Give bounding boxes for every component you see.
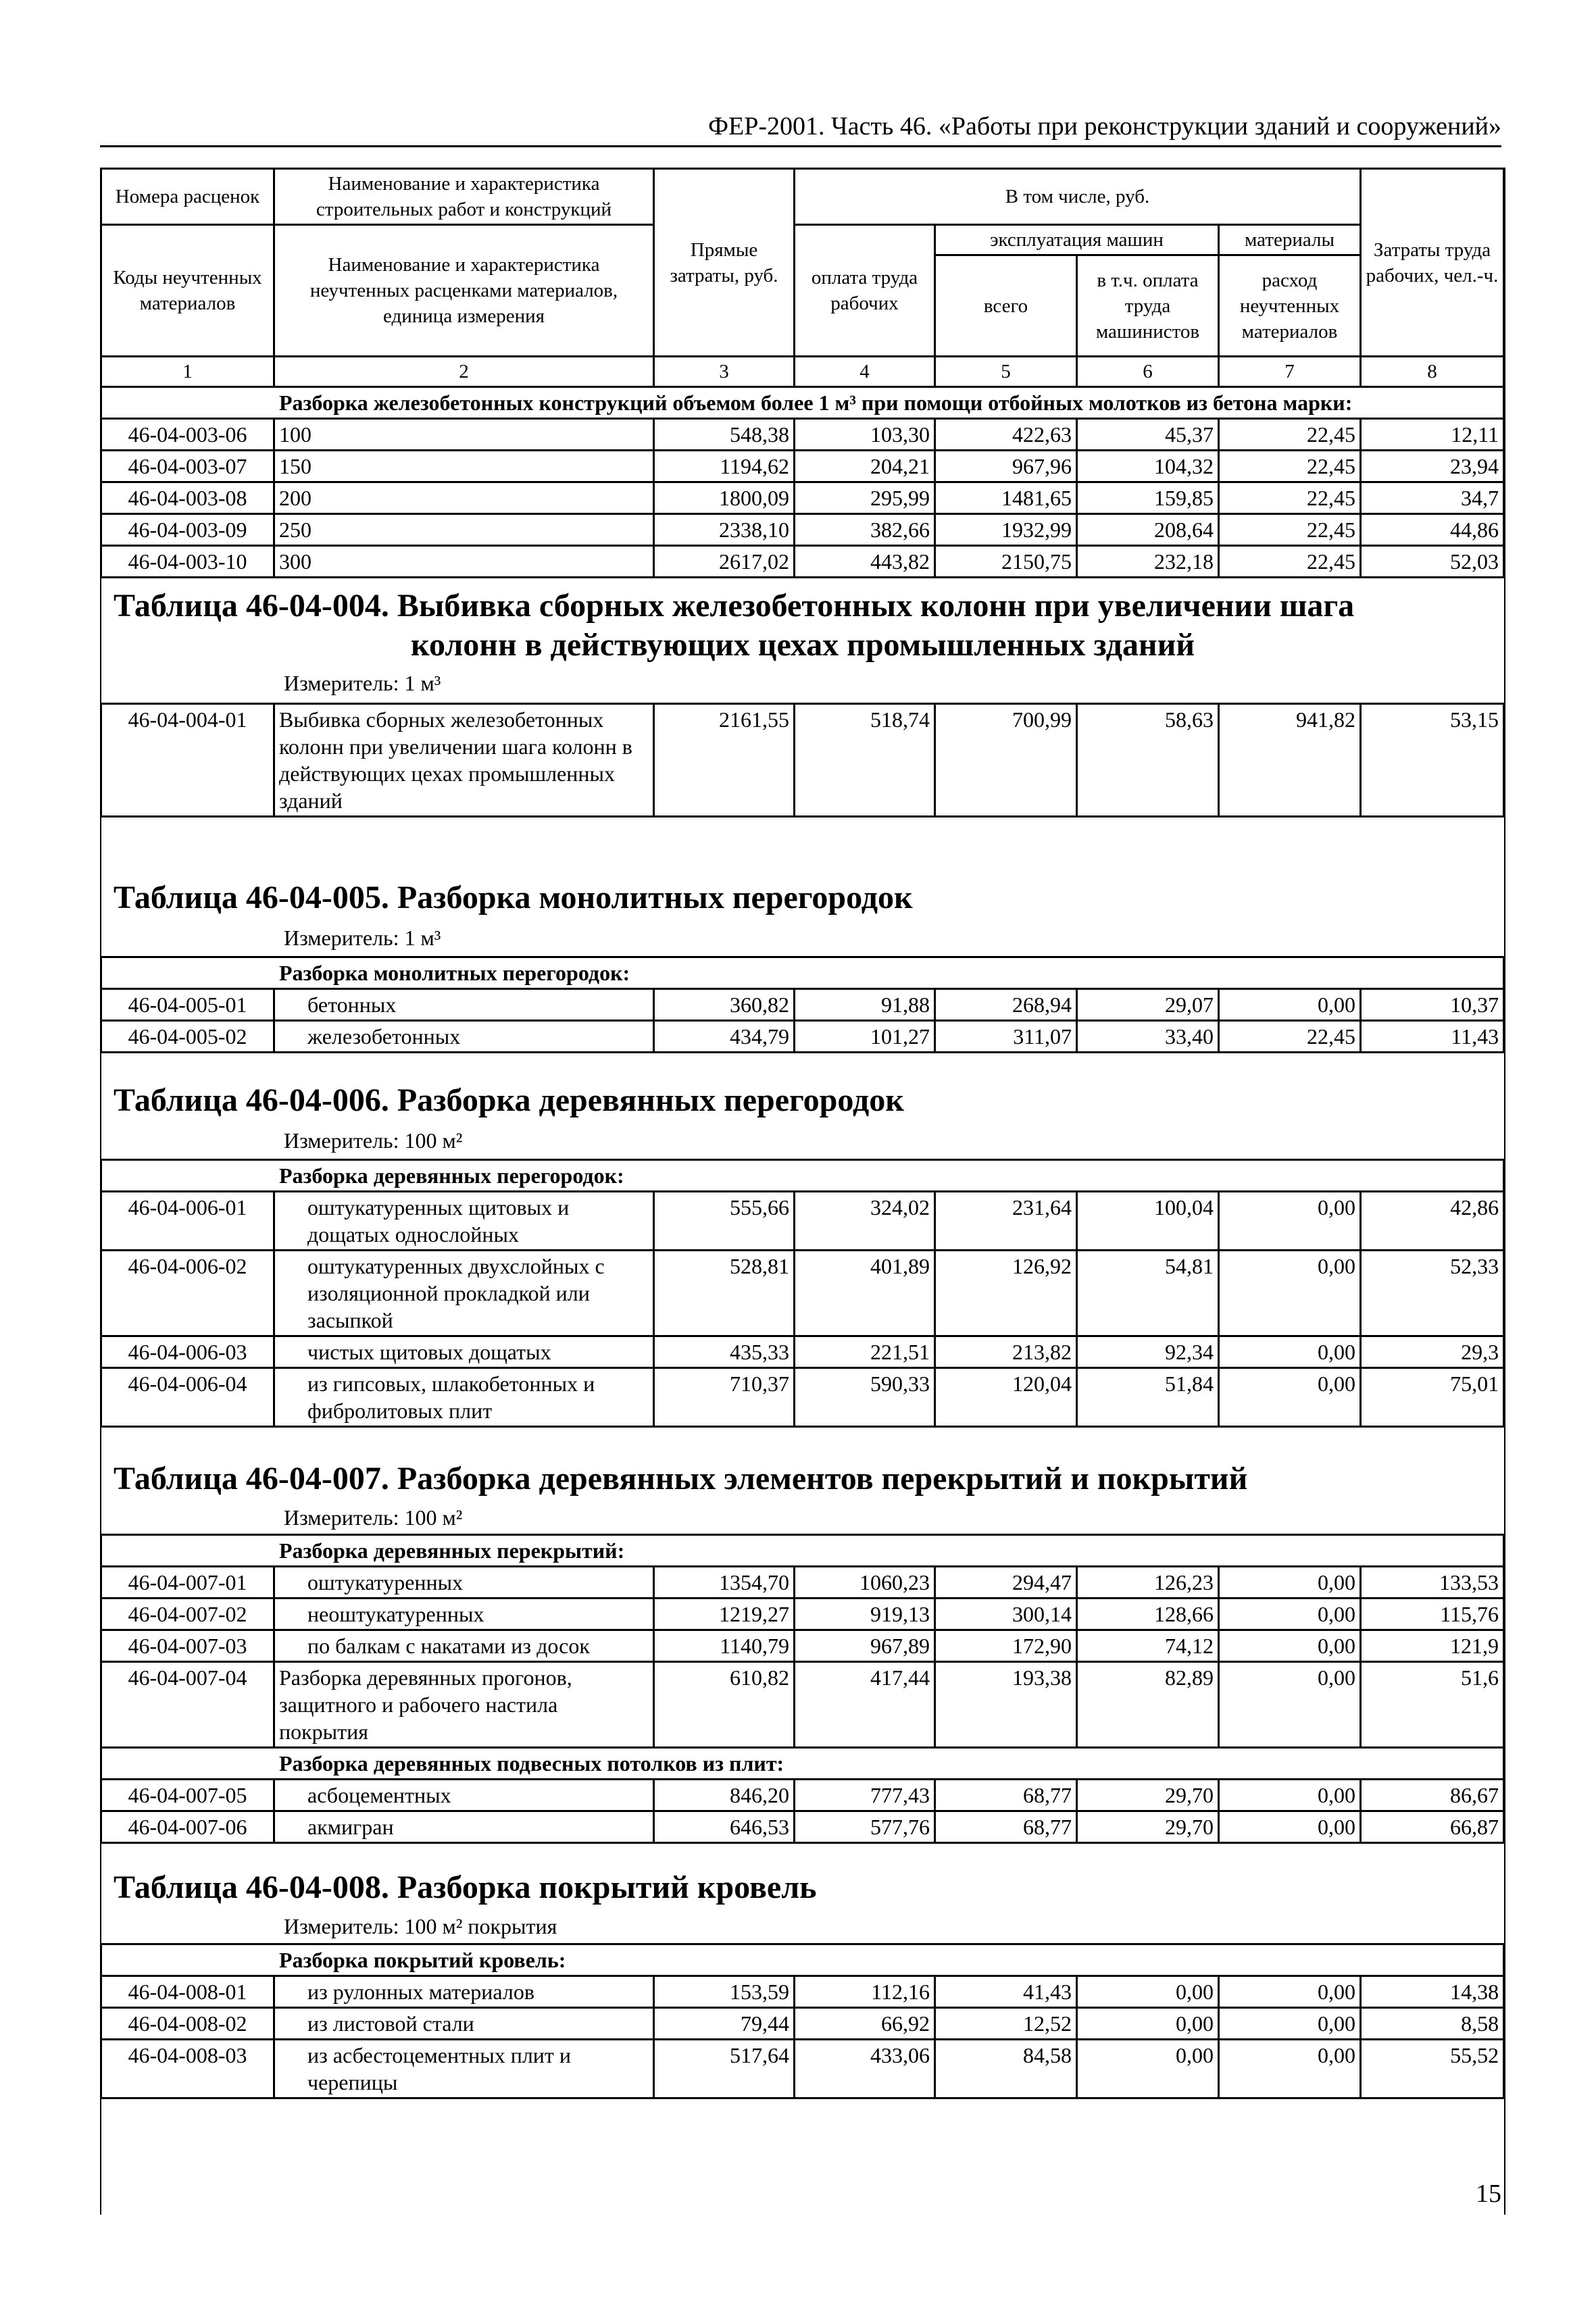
cost-value: 1932,99 xyxy=(935,514,1077,546)
cost-value: 10,37 xyxy=(1361,989,1504,1021)
group-header: В том числе, руб. xyxy=(795,169,1361,225)
table-row xyxy=(101,451,1504,482)
cost-value: 0,00 xyxy=(1219,1368,1361,1427)
cost-value: 51,84 xyxy=(1077,1368,1219,1427)
cost-value: 0,00 xyxy=(1219,1976,1361,2008)
cost-value: 22,45 xyxy=(1219,451,1361,482)
cost-value: 101,27 xyxy=(795,1021,935,1053)
cost-value: 417,44 xyxy=(795,1662,935,1748)
cost-value: 433,06 xyxy=(795,2040,935,2098)
cost-value: 100,04 xyxy=(1077,1192,1219,1251)
rate-code: 46-04-004-01 xyxy=(101,704,274,817)
table-46-04-005 xyxy=(100,956,1505,1053)
cost-value: 0,00 xyxy=(1219,2040,1361,2098)
rate-code: 46-04-008-01 xyxy=(101,1976,274,2008)
rate-code: 46-04-007-05 xyxy=(101,1780,274,1811)
cost-value: 517,64 xyxy=(654,2040,795,2098)
work-description: железобетонных xyxy=(274,1021,654,1053)
cost-value: 115,76 xyxy=(1361,1599,1504,1630)
running-header: ФЕР-2001. Часть 46. «Работы при реконструкции зданий и сооружений» xyxy=(100,111,1501,147)
cost-value: 23,94 xyxy=(1361,451,1504,482)
work-description: 200 xyxy=(274,482,654,514)
rate-code: 46-04-006-03 xyxy=(101,1336,274,1368)
cost-value: 1194,62 xyxy=(654,451,795,482)
cost-value: 159,85 xyxy=(1077,482,1219,514)
table-row xyxy=(101,1336,1504,1368)
rate-code: 46-04-003-08 xyxy=(101,482,274,514)
col-number: 7 xyxy=(1219,357,1361,387)
rate-code: 46-04-005-02 xyxy=(101,1021,274,1053)
col1-bottom-header: Коды неучтенных материалов xyxy=(101,225,274,357)
section-heading: Разборка деревянных перекрытий: xyxy=(101,1535,1504,1567)
cost-value: 518,74 xyxy=(795,704,935,817)
cost-value: 401,89 xyxy=(795,1251,935,1336)
cost-value: 710,37 xyxy=(654,1368,795,1427)
cost-value: 295,99 xyxy=(795,482,935,514)
cost-value: 33,40 xyxy=(1077,1021,1219,1053)
cost-value: 0,00 xyxy=(1219,1811,1361,1843)
cost-value: 29,70 xyxy=(1077,1780,1219,1811)
work-description: Разборка деревянных прогонов, защитного и рабочего настила покрытия xyxy=(274,1662,654,1748)
cost-value: 610,82 xyxy=(654,1662,795,1748)
cost-value: 422,63 xyxy=(935,419,1077,451)
cost-value: 0,00 xyxy=(1219,1780,1361,1811)
cost-value: 42,86 xyxy=(1361,1192,1504,1251)
work-description: Выбивка сборных железобетонных колонн при увеличении шага колонн в действующих цехах промышленных зданий xyxy=(274,704,654,817)
cost-value: 213,82 xyxy=(935,1336,1077,1368)
cost-value: 528,81 xyxy=(654,1251,795,1336)
cost-value: 646,53 xyxy=(654,1811,795,1843)
col7-header: расход неучтенных материалов xyxy=(1219,255,1361,357)
rate-code: 46-04-007-01 xyxy=(101,1567,274,1599)
work-description: асбоцементных xyxy=(274,1780,654,1811)
section-heading: Разборка железобетонных конструкций объемом более 1 м³ при помощи отбойных молотков из бетона марки: xyxy=(101,387,1504,419)
work-description: 150 xyxy=(274,451,654,482)
cost-value: 29,3 xyxy=(1361,1336,1504,1368)
cost-value: 0,00 xyxy=(1219,1567,1361,1599)
rate-code: 46-04-007-06 xyxy=(101,1811,274,1843)
cost-value: 0,00 xyxy=(1219,1662,1361,1748)
cost-value: 22,45 xyxy=(1219,482,1361,514)
col8-header: Затраты труда рабочих, чел.-ч. xyxy=(1361,169,1504,357)
col1-top-header: Номера расценок xyxy=(101,169,274,225)
cost-value: 91,88 xyxy=(795,989,935,1021)
table-row xyxy=(101,2008,1504,2040)
page-number: 15 xyxy=(1476,2180,1501,2208)
cost-value: 0,00 xyxy=(1077,1976,1219,2008)
table-row xyxy=(101,1567,1504,1599)
cost-value: 0,00 xyxy=(1219,2008,1361,2040)
cost-value: 300,14 xyxy=(935,1599,1077,1630)
work-description: из листовой стали xyxy=(274,2008,654,2040)
cost-value: 22,45 xyxy=(1219,1021,1361,1053)
cost-value: 41,43 xyxy=(935,1976,1077,2008)
table-row xyxy=(101,546,1504,578)
cost-value: 0,00 xyxy=(1077,2040,1219,2098)
cost-value: 66,87 xyxy=(1361,1811,1504,1843)
table-title: Таблица 46-04-007. Разборка деревянных элементов перекрытий и покрытий xyxy=(114,1461,1248,1496)
work-description: из асбестоцементных плит и черепицы xyxy=(274,2040,654,2098)
work-description: акмигран xyxy=(274,1811,654,1843)
cost-value: 8,58 xyxy=(1361,2008,1504,2040)
cost-value: 103,30 xyxy=(795,419,935,451)
table-title: Таблица 46-04-008. Разборка покрытий кровель xyxy=(114,1869,817,1905)
rate-code: 46-04-006-01 xyxy=(101,1192,274,1251)
cost-value: 2161,55 xyxy=(654,704,795,817)
table-title-line: колонн в действующих цехах промышленных зданий xyxy=(410,627,1195,663)
cost-value: 153,59 xyxy=(654,1976,795,2008)
cost-value: 12,11 xyxy=(1361,419,1504,451)
table-row xyxy=(101,2040,1504,2098)
rate-code: 46-04-007-04 xyxy=(101,1662,274,1748)
rate-code: 46-04-003-07 xyxy=(101,451,274,482)
cost-value: 324,02 xyxy=(795,1192,935,1251)
rate-code: 46-04-006-02 xyxy=(101,1251,274,1336)
cost-value: 68,77 xyxy=(935,1780,1077,1811)
cost-value: 1219,27 xyxy=(654,1599,795,1630)
cost-value: 84,58 xyxy=(935,2040,1077,2098)
cost-value: 555,66 xyxy=(654,1192,795,1251)
cost-value: 54,81 xyxy=(1077,1251,1219,1336)
cost-value: 1800,09 xyxy=(654,482,795,514)
cost-value: 919,13 xyxy=(795,1599,935,1630)
cost-value: 846,20 xyxy=(654,1780,795,1811)
rate-code: 46-04-007-02 xyxy=(101,1599,274,1630)
table-row xyxy=(101,1811,1504,1843)
cost-value: 2338,10 xyxy=(654,514,795,546)
rate-code: 46-04-008-03 xyxy=(101,2040,274,2098)
cost-value: 204,21 xyxy=(795,451,935,482)
table-row xyxy=(101,1662,1504,1748)
section-heading: Разборка деревянных перегородок: xyxy=(101,1160,1504,1192)
section-heading: Разборка деревянных подвесных потолков из плит: xyxy=(101,1748,1504,1780)
cost-value: 53,15 xyxy=(1361,704,1504,817)
section-heading: Разборка монолитных перегородок: xyxy=(101,957,1504,989)
cost-value: 22,45 xyxy=(1219,514,1361,546)
cost-value: 29,07 xyxy=(1077,989,1219,1021)
work-description: бетонных xyxy=(274,989,654,1021)
cost-value: 86,67 xyxy=(1361,1780,1504,1811)
cost-value: 12,52 xyxy=(935,2008,1077,2040)
table-46-04-008 xyxy=(100,1943,1505,2099)
cost-value: 0,00 xyxy=(1219,1599,1361,1630)
cost-value: 967,89 xyxy=(795,1630,935,1662)
cost-value: 435,33 xyxy=(654,1336,795,1368)
cost-value: 133,53 xyxy=(1361,1567,1504,1599)
rate-code: 46-04-007-03 xyxy=(101,1630,274,1662)
table-title xyxy=(114,586,1492,665)
cost-value: 82,89 xyxy=(1077,1662,1219,1748)
table-row xyxy=(101,989,1504,1021)
table-46-04-004 xyxy=(100,703,1505,818)
cost-value: 700,99 xyxy=(935,704,1077,817)
col-number: 1 xyxy=(101,357,274,387)
cost-value: 382,66 xyxy=(795,514,935,546)
work-description: неоштукатуренных xyxy=(274,1599,654,1630)
rate-code: 46-04-006-04 xyxy=(101,1368,274,1427)
cost-value: 443,82 xyxy=(795,546,935,578)
work-description: 100 xyxy=(274,419,654,451)
cost-value: 74,12 xyxy=(1077,1630,1219,1662)
table-row xyxy=(101,1251,1504,1336)
cost-value: 208,64 xyxy=(1077,514,1219,546)
measure-unit: Измеритель: 100 м² xyxy=(284,1505,463,1530)
measure-unit: Измеритель: 100 м² xyxy=(284,1128,463,1153)
table-row xyxy=(101,1976,1504,2008)
col-number: 3 xyxy=(654,357,795,387)
cost-value: 34,7 xyxy=(1361,482,1504,514)
table-row xyxy=(101,704,1504,817)
cost-value: 22,45 xyxy=(1219,419,1361,451)
work-description: по балкам с накатами из досок xyxy=(274,1630,654,1662)
cost-value: 311,07 xyxy=(935,1021,1077,1053)
rate-code: 46-04-003-10 xyxy=(101,546,274,578)
cost-value: 79,44 xyxy=(654,2008,795,2040)
section-heading: Разборка покрытий кровель: xyxy=(101,1944,1504,1976)
rate-code: 46-04-005-01 xyxy=(101,989,274,1021)
table-row xyxy=(101,1368,1504,1427)
col-number: 4 xyxy=(795,357,935,387)
cost-value: 75,01 xyxy=(1361,1368,1504,1427)
table-row xyxy=(101,1192,1504,1251)
cost-value: 112,16 xyxy=(795,1976,935,2008)
cost-value: 52,03 xyxy=(1361,546,1504,578)
table-row xyxy=(101,1021,1504,1053)
cost-value: 0,00 xyxy=(1219,1336,1361,1368)
rate-code: 46-04-008-02 xyxy=(101,2008,274,2040)
cost-value: 120,04 xyxy=(935,1368,1077,1427)
cost-value: 121,9 xyxy=(1361,1630,1504,1662)
cost-value: 92,34 xyxy=(1077,1336,1219,1368)
work-description: оштукатуренных щитовых и дощатых однослойных xyxy=(274,1192,654,1251)
cost-value: 231,64 xyxy=(935,1192,1077,1251)
col5-header: всего xyxy=(935,255,1077,357)
work-description: из рулонных материалов xyxy=(274,1976,654,2008)
cost-value: 126,23 xyxy=(1077,1567,1219,1599)
col4-header: оплата труда рабочих xyxy=(795,225,935,357)
cost-value: 590,33 xyxy=(795,1368,935,1427)
cost-value: 548,38 xyxy=(654,419,795,451)
work-description: 300 xyxy=(274,546,654,578)
cost-value: 126,92 xyxy=(935,1251,1077,1336)
work-description: 250 xyxy=(274,514,654,546)
cost-value: 172,90 xyxy=(935,1630,1077,1662)
cost-value: 221,51 xyxy=(795,1336,935,1368)
cost-value: 577,76 xyxy=(795,1811,935,1843)
cost-value: 193,38 xyxy=(935,1662,1077,1748)
col3-header: Прямые затраты, руб. xyxy=(654,169,795,357)
cost-value: 14,38 xyxy=(1361,1976,1504,2008)
materials-header: материалы xyxy=(1219,225,1361,255)
col2-top-header: Наименование и характеристика строительных работ и конструкций xyxy=(274,169,654,225)
measure-unit: Измеритель: 100 м² покрытия xyxy=(284,1914,557,1938)
cost-value: 2617,02 xyxy=(654,546,795,578)
cost-value: 0,00 xyxy=(1219,1192,1361,1251)
col-number: 5 xyxy=(935,357,1077,387)
table-title: Таблица 46-04-006. Разборка деревянных перегородок xyxy=(114,1082,904,1118)
table-row xyxy=(101,419,1504,451)
cost-value: 45,37 xyxy=(1077,419,1219,451)
rate-code: 46-04-003-09 xyxy=(101,514,274,546)
cost-value: 44,86 xyxy=(1361,514,1504,546)
cost-value: 66,92 xyxy=(795,2008,935,2040)
table-46-04-007 xyxy=(100,1534,1505,1844)
table-row xyxy=(101,482,1504,514)
table-title: Таблица 46-04-005. Разборка монолитных перегородок xyxy=(114,880,913,915)
cost-value: 434,79 xyxy=(654,1021,795,1053)
measure-unit: Измеритель: 1 м³ xyxy=(284,671,441,695)
table-row xyxy=(101,1630,1504,1662)
cost-value: 0,00 xyxy=(1077,2008,1219,2040)
work-description: оштукатуренных xyxy=(274,1567,654,1599)
table-row xyxy=(101,1599,1504,1630)
cost-value: 22,45 xyxy=(1219,546,1361,578)
measure-unit: Измеритель: 1 м³ xyxy=(284,926,441,950)
col-number: 8 xyxy=(1361,357,1504,387)
col-number: 2 xyxy=(274,357,654,387)
cost-value: 268,94 xyxy=(935,989,1077,1021)
cost-value: 294,47 xyxy=(935,1567,1077,1599)
table-row xyxy=(101,1780,1504,1811)
work-description: чистых щитовых дощатых xyxy=(274,1336,654,1368)
cost-value: 360,82 xyxy=(654,989,795,1021)
cost-value: 777,43 xyxy=(795,1780,935,1811)
col2-bottom-header: Наименование и характеристика неучтенных расценками материалов, единица измерения xyxy=(274,225,654,357)
cost-value: 128,66 xyxy=(1077,1599,1219,1630)
work-description: из гипсовых, шлакобетонных и фибролитовых плит xyxy=(274,1368,654,1427)
col-number: 6 xyxy=(1077,357,1219,387)
machines-header: эксплуатация машин xyxy=(935,225,1219,255)
table-title-line: Таблица 46-04-004. Выбивка сборных железобетонных колонн при увеличении шага xyxy=(114,588,1355,624)
cost-value: 2150,75 xyxy=(935,546,1077,578)
rates-table-header xyxy=(100,168,1505,578)
work-description: оштукатуренных двухслойных с изоляционной прокладкой или засыпкой xyxy=(274,1251,654,1336)
table-46-04-006 xyxy=(100,1159,1505,1428)
cost-value: 1060,23 xyxy=(795,1567,935,1599)
cost-value: 52,33 xyxy=(1361,1251,1504,1336)
col6-header: в т.ч. оплата труда машинистов xyxy=(1077,255,1219,357)
cost-value: 0,00 xyxy=(1219,1630,1361,1662)
cost-value: 51,6 xyxy=(1361,1662,1504,1748)
cost-value: 1140,79 xyxy=(654,1630,795,1662)
cost-value: 55,52 xyxy=(1361,2040,1504,2098)
cost-value: 0,00 xyxy=(1219,989,1361,1021)
cost-value: 11,43 xyxy=(1361,1021,1504,1053)
cost-value: 68,77 xyxy=(935,1811,1077,1843)
cost-value: 1354,70 xyxy=(654,1567,795,1599)
table-row xyxy=(101,514,1504,546)
cost-value: 1481,65 xyxy=(935,482,1077,514)
cost-value: 967,96 xyxy=(935,451,1077,482)
cost-value: 104,32 xyxy=(1077,451,1219,482)
cost-value: 941,82 xyxy=(1219,704,1361,817)
cost-value: 29,70 xyxy=(1077,1811,1219,1843)
cost-value: 0,00 xyxy=(1219,1251,1361,1336)
rate-code: 46-04-003-06 xyxy=(101,419,274,451)
cost-value: 232,18 xyxy=(1077,546,1219,578)
cost-value: 58,63 xyxy=(1077,704,1219,817)
